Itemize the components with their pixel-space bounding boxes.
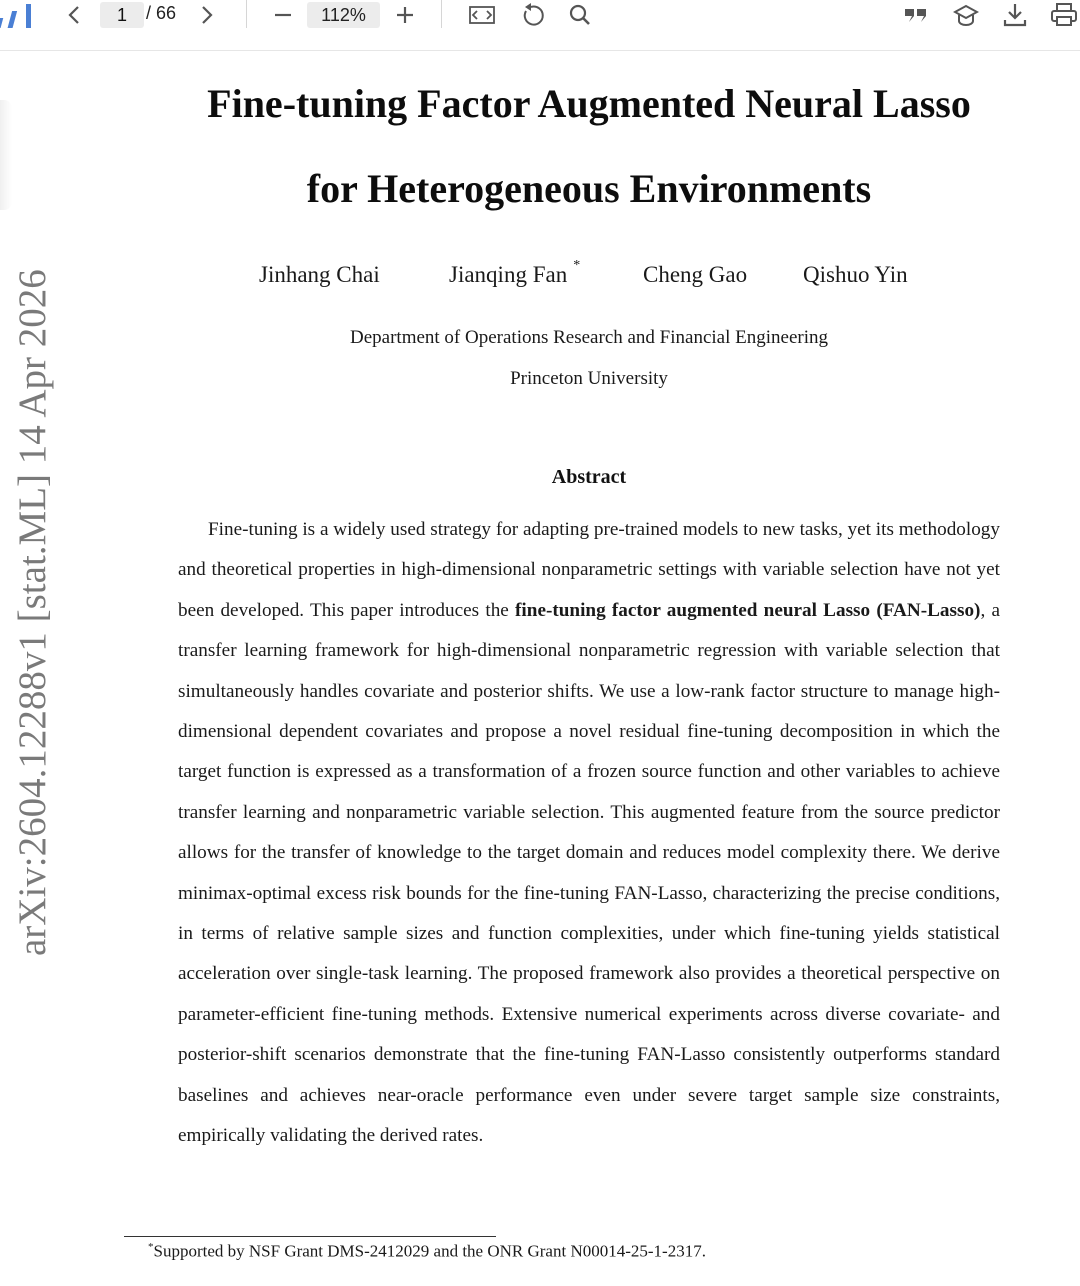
plus-icon — [395, 5, 415, 25]
arxiv-identifier-stamp — [12, 252, 54, 974]
print-icon[interactable] — [1049, 2, 1079, 28]
chevron-right-icon[interactable] — [193, 2, 219, 28]
author-name: Jinhang Chai — [259, 262, 380, 287]
paper-title-line-1: Fine-tuning Factor Augmented Neural Lasso — [207, 81, 971, 126]
pdf-toolbar — [0, 0, 1080, 51]
page-number-input[interactable] — [100, 2, 144, 28]
sidebar-handle[interactable] — [0, 100, 12, 210]
chevron-left-icon[interactable] — [62, 2, 88, 28]
rotate-icon[interactable] — [517, 2, 547, 28]
author-name: Cheng Gao — [643, 262, 748, 287]
fit-page-icon[interactable] — [467, 2, 497, 28]
abstract-heading: Abstract — [551, 466, 627, 488]
zoom-level[interactable]: 112% — [307, 2, 380, 28]
affiliation-university: Princeton University — [510, 368, 668, 389]
footnote-mark: * — [148, 1241, 154, 1253]
quote-icon[interactable] — [901, 2, 931, 28]
footnote-rule — [124, 1236, 496, 1237]
author-name: Qishuo Yin — [803, 262, 908, 287]
page-total: / 66 — [146, 3, 177, 23]
zoom-out-button[interactable] — [268, 2, 298, 28]
abstract-text: Fine-tuning is a widely used strategy for adapting pre-trained models to new tasks, yet its methodology and theoretical properties in high-dimensional nonparametric settings with variable selection have not yet been developed. This paper introduces the fine-tuning factor augmented neural Lasso (FAN-Lasso), a transfer learning framework for high-dimensional nonparametric regression with variable selection that simultaneously handles covariate and posterior shifts. We use a low-rank factor structure to manage high-dimensional dependent covariates and propose a novel residual fine-tuning decomposition in which the target function is expressed as a transformation of a frozen source function and other variables to achieve transfer learning and nonparametric variable selection. This augmented feature from the source predictor allows for the transfer of knowledge to the target domain and reduces model complexity there. We derive minimax-optimal excess risk bounds for the fine-tuning FAN-Lasso, characterizing the precise conditions, in terms of relative sample sizes and function complexities, under which fine-tuning yields statistical acceleration over single-task learning. The proposed framework also provides a theoretical perspective on parameter-efficient fine-tuning methods. Extensive numerical experiments across diverse covariate- and posterior-shift scenarios demonstrate that the fine-tuning FAN-Lasso consistently outperforms standard baselines and achieves near-oracle performance even under severe target sample size constraints, empirically validating the derived rates. — [178, 519, 1001, 1147]
scholar-icon[interactable] — [951, 2, 981, 28]
toolbar-divider — [246, 0, 247, 28]
zoom-in-button[interactable] — [390, 2, 420, 28]
footnote: *Supported by NSF Grant DMS-2412029 and the ONR Grant N00014-25-1-2317. — [148, 1241, 706, 1261]
minus-icon — [273, 5, 293, 25]
paper-title-line-2: for Heterogeneous Environments — [306, 166, 872, 211]
author-footnote-mark: * — [573, 258, 581, 274]
abstract-highlight: fine-tuning factor augmented neural Lasso (FAN-Lasso) — [515, 599, 981, 621]
toolbar-divider — [441, 0, 442, 28]
download-icon[interactable] — [1000, 2, 1030, 28]
author-list — [0, 258, 1080, 292]
affiliation-department: Department of Operations Research and Financial Engineering — [350, 327, 828, 348]
search-icon[interactable] — [565, 2, 595, 28]
author-name: Jianqing Fan * — [449, 258, 581, 287]
arxiv-stamp-text: arXiv:2604.12288v1 [stat.ML] 14 Apr 2026 — [11, 269, 54, 957]
logo-icon — [0, 4, 36, 30]
